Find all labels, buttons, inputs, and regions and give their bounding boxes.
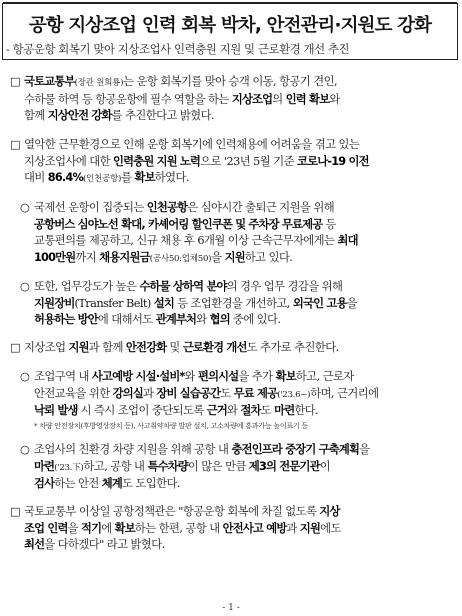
bold-text: 안전강화 (125, 341, 167, 354)
text-run: 과 함께 (88, 341, 126, 354)
bold-text: 확보 (114, 521, 135, 535)
text-run: 등 조업환경을 개선하고, (174, 296, 293, 310)
bullet-marker: □ (10, 75, 21, 88)
bold-text: 지상 (319, 505, 340, 518)
text-run: 을 (346, 296, 357, 310)
bold-text: 마련 (34, 459, 55, 473)
bold-text: 수하물 상하역 분야 (139, 280, 227, 293)
bold-text: 코로나-19 이전 (296, 154, 369, 168)
bold-text: 허용하는 방안 (34, 313, 98, 327)
top-rule (3, 2, 457, 4)
text-run: 하고, 근로자 (295, 370, 354, 383)
bold-text: 사고예방 시설·설비* (91, 370, 185, 383)
bold-text: 충전인프라 중장기 구축계획 (231, 443, 360, 456)
text-run: 는 운항 회복기를 맞아 승객 이동, 항공기 견인, (123, 75, 338, 88)
text-run: (공사50:업체50) (149, 253, 212, 264)
page-number: - 1 - (222, 603, 240, 613)
bold-text: 마련 (274, 404, 295, 418)
text-run: 를 (121, 171, 135, 185)
bold-text: 국토교통부 (24, 75, 75, 88)
bold-text: 지원 (299, 521, 321, 535)
text-run: 수하물 하역 등 항공운항에 필수 역할을 하는 (24, 92, 232, 106)
text-line (20, 217, 456, 234)
text-run: 이 많은 만큼 (187, 459, 249, 473)
text-run: 하고, 공항 내 (83, 459, 148, 473)
text-run: 은 심야시간 출퇴근 지원을 위해 (187, 201, 335, 214)
text-run: 열악한 근무환경으로 인해 운항 회복기에 인력채용에 어려움을 겪고 있는 (24, 138, 360, 151)
bullet-marker: ○ (20, 443, 30, 456)
text-line (20, 459, 456, 477)
text-run: 와 (227, 404, 241, 418)
paragraph (20, 200, 456, 267)
bold-text: 안전사고 예방 (222, 521, 287, 535)
bold-text: 조업 인력 (24, 521, 68, 535)
paragraph (20, 279, 456, 329)
text-run: 과 (142, 386, 157, 400)
bullet-marker: □ (10, 138, 21, 151)
bold-text: 제3의 전문기관 (248, 459, 320, 473)
bold-text: 86.4% (47, 171, 83, 185)
text-run: 조업구역 내 (34, 370, 92, 383)
bold-text: 무료 제공 (233, 386, 278, 400)
text-line (10, 537, 456, 554)
bullet-marker: ○ (20, 280, 30, 293)
bold-text: 지상조업 (231, 92, 273, 106)
text-run: 의 (272, 92, 286, 106)
text-run: 교통편의를 제공하고, 신규 채용 후 6개월 이상 근속근무자에게는 (34, 234, 338, 248)
text-line (10, 92, 456, 109)
bold-text: 편의시설 (197, 370, 239, 383)
bold-text: 외국인 고용 (292, 296, 347, 310)
paragraph (10, 137, 456, 188)
text-run: 하였다. (154, 171, 189, 185)
bold-text: 특수차량 (147, 459, 188, 473)
text-line (20, 386, 456, 404)
text-run: 한다. (294, 404, 319, 418)
paragraph (10, 74, 456, 125)
text-run: 까지 (75, 250, 100, 264)
text-run: ('23.下) (54, 462, 84, 473)
bold-text: 100만원 (34, 250, 76, 264)
text-line (20, 200, 456, 217)
text-line (20, 312, 456, 329)
text-run: 이 (319, 459, 331, 473)
bold-text: 인천공항 (146, 201, 188, 214)
bold-text: 지상안전 강화 (47, 109, 112, 123)
bold-text: 적기 (81, 521, 102, 535)
text-run: 중에 있다. (229, 313, 281, 327)
bold-text: 검사 (34, 477, 55, 491)
bold-text: 확보 (134, 171, 155, 185)
text-run: 안전교육을 위한 (34, 386, 113, 400)
bold-text: 지원장비 (34, 296, 75, 310)
text-run: 국토교통부 이상일 공항정책관은 "항공운항 회복에 차질 없도록 (24, 505, 320, 518)
text-run: 을 (211, 250, 225, 264)
bold-text: 협의 (209, 313, 230, 327)
text-run: 국제선 운항이 집중되는 (34, 201, 147, 214)
bold-text: 공항버스 심야노선 확대, 카셰어링 할인쿠폰 및 주차장 무료제공 (34, 217, 323, 231)
text-run: 등 (322, 217, 336, 231)
text-run: 을 다하겠다" 라고 밝혔다. (44, 538, 165, 552)
text-line (10, 521, 456, 538)
bullet-marker: ○ (20, 201, 30, 214)
text-run: (인천공항) (82, 174, 122, 185)
text-run: 을 (359, 443, 370, 456)
bullet-marker: □ (10, 505, 21, 518)
text-run: 하며, 근거리에 (310, 386, 379, 400)
text-run: ('23.6~) (277, 389, 311, 400)
text-line (10, 74, 456, 92)
bullet-marker: ○ (20, 370, 30, 383)
text-run: 와 (196, 313, 210, 327)
bold-text: 체계 (101, 477, 123, 491)
page-subtitle: - 항공운항 회복기 맞아 지상조업사 인력충원 지원 및 근로환경 개선 추진 (6, 42, 350, 56)
text-run: (Transfer Belt) (74, 296, 154, 310)
text-line (20, 296, 456, 313)
text-line (20, 250, 456, 268)
bold-text: 설치 (153, 296, 175, 310)
bold-text: 최선 (24, 538, 45, 552)
bold-text: 확보 (275, 370, 296, 383)
text-run: 조업사의 친환경 차량 지원을 위해 공항 내 (34, 443, 232, 456)
paragraph (10, 340, 456, 357)
bold-text: 채용지원금 (99, 250, 150, 264)
text-run: 하는 안전 (54, 477, 102, 491)
text-line (10, 137, 456, 154)
text-line (20, 476, 456, 493)
text-run: 를 추진한다고 밝혔다. (111, 109, 214, 123)
bold-text: 근로환경 개선 (182, 341, 247, 354)
title-box (2, 3, 458, 60)
bold-text: 관계부처 (155, 313, 197, 327)
text-run: 또한, 업무강도가 높은 (34, 280, 140, 293)
bold-text: 낙뢰 발생 (34, 404, 78, 418)
text-run: 도 (220, 386, 234, 400)
text-run: 시 즉시 조업이 중단되도록 (77, 404, 207, 418)
text-line (10, 504, 456, 521)
text-line (10, 340, 456, 357)
text-run: 에 (101, 521, 115, 535)
text-run: 하는 한편, 공항 내 (134, 521, 223, 535)
text-run: 으로 '23년 5월 기준 (200, 154, 297, 168)
text-run: 에도 (320, 521, 341, 535)
text-line (20, 233, 456, 250)
text-run: 도 추가로 추진한다. (246, 341, 339, 354)
text-line (20, 403, 456, 420)
text-line (20, 369, 456, 386)
text-line (20, 279, 456, 296)
bold-text: 강의실 (112, 386, 143, 400)
text-run: 의 경우 업무 경감을 위해 (226, 280, 343, 293)
paragraph (20, 369, 456, 420)
text-run: 에 대해서도 (97, 313, 156, 327)
text-run: 도 (260, 404, 275, 418)
text-run: 와 (184, 370, 198, 383)
text-run: 도 도입한다. (122, 477, 180, 491)
text-run: (장관 원희룡) (74, 78, 124, 88)
text-run: 및 (166, 341, 183, 354)
bold-text: 지원 (224, 250, 245, 264)
text-run: 함께 (24, 109, 48, 123)
text-run: 을 (67, 521, 81, 535)
bold-text: 근거 (206, 404, 228, 418)
text-run: 과 (286, 521, 300, 535)
text-run: 대비 (24, 171, 48, 185)
bullet-marker: □ (10, 341, 21, 354)
paragraph (10, 504, 456, 554)
text-line (10, 154, 456, 171)
text-line (10, 108, 456, 125)
bold-text: 지원 (68, 341, 89, 354)
text-run: 지상조업 (24, 341, 69, 354)
bold-text: 최대 (337, 234, 358, 248)
bold-text: 인력 확보 (285, 92, 330, 106)
bold-text: 장비 실습공간 (156, 386, 221, 400)
paragraph (20, 442, 456, 493)
page-title: 공항 지상조업 인력 회복 박차, 안전관리·지원도 강화 (28, 15, 432, 36)
text-line (20, 442, 456, 459)
text-run: 와 (329, 92, 340, 106)
bold-text: 인력충원 지원 노력 (113, 154, 201, 168)
text-run: 을 추가 (238, 370, 276, 383)
text-run: 지상조업사에 대한 (24, 154, 113, 168)
text-line (10, 170, 456, 188)
bold-text: 절차 (240, 404, 261, 418)
text-run: 하고 있다. (244, 250, 293, 264)
footnote: * 차량 안전장치(후방영상장치 등), 사고취약차량 발판 설치, 고소차량에 흥과가능 높이표기 등 (34, 421, 309, 430)
